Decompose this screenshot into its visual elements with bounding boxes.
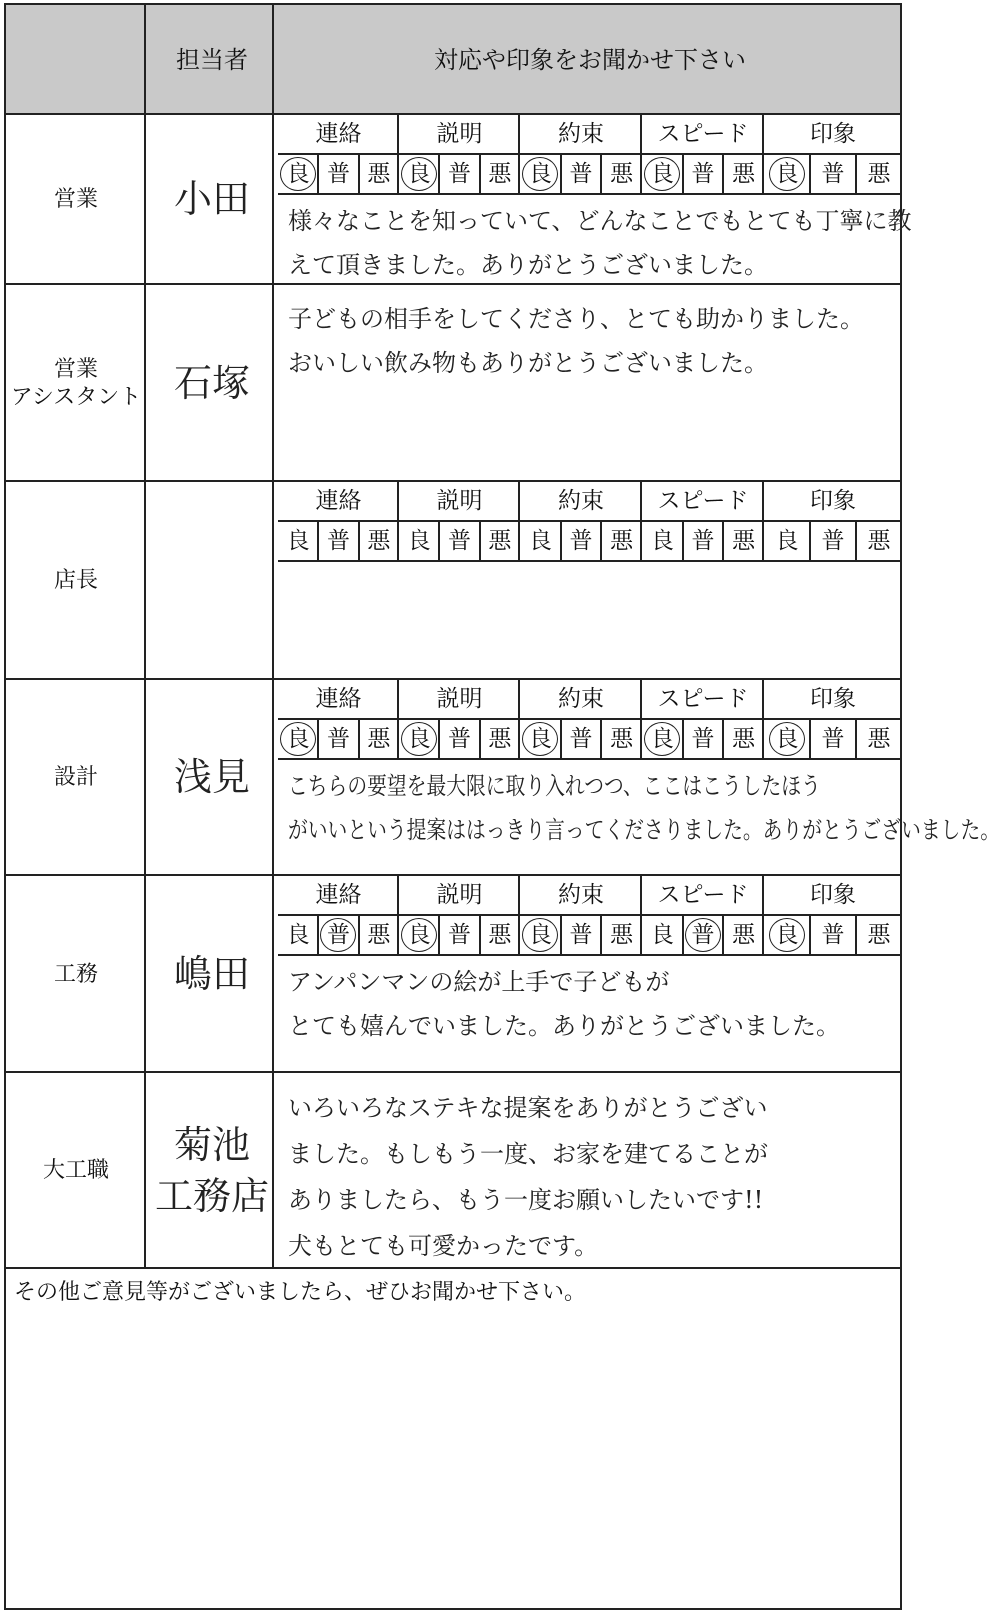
rating-option[interactable]: 良 <box>650 528 674 554</box>
rating-category: 約束 <box>558 882 604 908</box>
rating-option[interactable]: 普 <box>326 161 350 187</box>
rating-cell-divider <box>438 720 440 760</box>
dept-label: 営業 アシスタント <box>10 357 142 410</box>
handwritten-comment: いろいろなステキな提案をありがとうござい ました。もしもう一度、お家を建てることが ありましたら、もう一度お願いしたいです!! 犬もとても可愛かったです。 <box>288 1094 768 1260</box>
rating-category: スピード <box>657 121 749 147</box>
rating-option[interactable]: 悪 <box>732 161 756 187</box>
rating-circle-mark <box>280 722 316 756</box>
rating-option[interactable]: 悪 <box>488 726 512 752</box>
dept-label: 大工職 <box>42 1158 109 1184</box>
rating-cell-divider <box>479 720 481 760</box>
rating-option[interactable]: 普 <box>318 916 358 954</box>
rating-cell-divider <box>358 916 360 956</box>
rating-header-divider <box>278 520 902 522</box>
rating-option[interactable]: 普 <box>447 922 471 948</box>
rating-cell-divider <box>560 522 562 562</box>
rating-option[interactable]: 良 <box>775 528 799 554</box>
rating-cell-divider <box>317 720 319 760</box>
person-name <box>148 1073 276 1269</box>
rating-category: 約束 <box>558 121 604 147</box>
handwritten-comment: アンパンマンの絵が上手で子どもが とても嬉んでいました。ありがとうございました。 <box>288 968 840 1040</box>
rating-bottom-divider <box>278 954 902 956</box>
rating-option[interactable]: 良 <box>642 155 683 193</box>
handwritten-comment: 様々なことを知っていて、どんなことでもとても丁寧に教 えて頂きました。ありがとうございました。 <box>288 207 912 279</box>
dept-label: 営業 <box>53 187 98 213</box>
rating-option[interactable]: 普 <box>821 726 845 752</box>
rating-option[interactable]: 普 <box>821 528 845 554</box>
person-name <box>148 115 276 285</box>
survey-form <box>4 3 1000 1610</box>
rating-category: 連絡 <box>315 882 362 908</box>
rating-option[interactable]: 普 <box>447 161 471 187</box>
person-name <box>148 876 276 1073</box>
rating-circle-mark <box>401 157 437 191</box>
rating-option[interactable]: 普 <box>691 528 715 554</box>
rating-cell-divider <box>855 155 857 195</box>
rating-option[interactable]: 普 <box>447 726 471 752</box>
rating-cell-divider <box>682 522 684 562</box>
rating-category: 連絡 <box>315 686 362 712</box>
rating-option[interactable]: 悪 <box>367 161 391 187</box>
rating-option[interactable]: 悪 <box>367 528 391 554</box>
rating-circle-mark <box>401 918 437 952</box>
footer-comment-label: その他ご意見等がございましたら、ぜひお聞かせ下さい。 <box>14 1280 587 1305</box>
rating-option[interactable]: 良 <box>399 720 439 758</box>
rating-option[interactable]: 普 <box>569 161 593 187</box>
rating-circle-mark <box>320 918 356 952</box>
rating-cell-divider <box>722 155 724 195</box>
rating-cell-divider <box>358 155 360 195</box>
rating-circle-mark <box>522 157 558 191</box>
rating-option[interactable]: 普 <box>447 528 471 554</box>
rating-option[interactable]: 良 <box>399 155 439 193</box>
rating-cell-divider <box>560 720 562 760</box>
person-name-line: 小田 <box>173 177 250 222</box>
dept-label: 工務 <box>53 961 98 987</box>
rating-option[interactable]: 普 <box>326 726 350 752</box>
rating-circle-mark <box>769 157 805 191</box>
rating-option[interactable]: 悪 <box>867 161 891 187</box>
rating-option[interactable]: 普 <box>683 916 724 954</box>
rating-option[interactable]: 悪 <box>488 922 512 948</box>
rating-category: 説明 <box>436 488 483 514</box>
person-name-line: 菊池 <box>173 1122 250 1167</box>
rating-option[interactable]: 良 <box>642 720 683 758</box>
rating-option[interactable]: 悪 <box>488 528 512 554</box>
rating-cell-divider <box>317 522 319 562</box>
person-name-line: 浅見 <box>173 755 250 800</box>
rating-option[interactable]: 悪 <box>867 922 891 948</box>
rating-category: スピード <box>657 686 749 712</box>
rating-header-divider <box>278 153 902 155</box>
rating-option[interactable]: 普 <box>569 528 593 554</box>
rating-circle-mark <box>685 918 721 952</box>
rating-cell-divider <box>479 916 481 956</box>
rating-circle-mark <box>769 918 805 952</box>
rating-option[interactable]: 普 <box>691 726 715 752</box>
rating-category: 印象 <box>810 488 856 514</box>
handwritten-comment: 子どもの相手をしてくださり、とても助かりました。 おいしい飲み物もありがとうございました。 <box>288 305 864 377</box>
rating-option[interactable]: 良 <box>278 155 318 193</box>
rating-circle-mark <box>401 722 437 756</box>
person-name <box>148 482 276 680</box>
rating-cell-divider <box>438 155 440 195</box>
rating-header-divider <box>278 718 902 720</box>
rating-option[interactable]: 良 <box>764 155 810 193</box>
rating-grid <box>278 115 902 195</box>
rating-option[interactable]: 悪 <box>732 922 756 948</box>
dept-label: 店長 <box>53 568 98 594</box>
rating-cell-divider <box>682 916 684 956</box>
rating-category: 印象 <box>810 686 856 712</box>
rating-cell-divider <box>600 155 602 195</box>
rating-category: 説明 <box>436 882 483 908</box>
rating-option[interactable]: 悪 <box>610 726 634 752</box>
rating-option[interactable]: 普 <box>821 922 845 948</box>
rating-bottom-divider <box>278 758 902 760</box>
rating-category: スピード <box>657 882 749 908</box>
rating-cell-divider <box>809 155 811 195</box>
feedback-column-header: 対応や印象をお聞かせ下さい <box>434 46 746 74</box>
rating-option[interactable]: 良 <box>764 720 810 758</box>
rating-cell-divider <box>317 155 319 195</box>
rating-grid <box>278 876 902 956</box>
rating-cell-divider <box>317 916 319 956</box>
rating-cell-divider <box>855 720 857 760</box>
rating-bottom-divider <box>278 560 902 562</box>
person-column-header: 担当者 <box>176 46 248 74</box>
rating-cell-divider <box>682 155 684 195</box>
rating-header-divider <box>278 914 902 916</box>
rating-category: 印象 <box>810 882 856 908</box>
rating-option[interactable]: 良 <box>520 720 561 758</box>
rating-circle-mark <box>522 722 558 756</box>
rating-option[interactable]: 悪 <box>367 726 391 752</box>
rating-circle-mark <box>522 918 558 952</box>
rating-option[interactable]: 良 <box>399 916 439 954</box>
rating-option[interactable]: 良 <box>650 922 674 948</box>
person-name-line: 嶋田 <box>173 951 250 996</box>
rating-category: 約束 <box>558 686 604 712</box>
rating-cell-divider <box>438 522 440 562</box>
rating-cell-divider <box>479 155 481 195</box>
rating-option[interactable]: 悪 <box>867 726 891 752</box>
rating-option[interactable]: 普 <box>326 528 350 554</box>
rating-cell-divider <box>855 522 857 562</box>
rating-category: スピード <box>657 488 749 514</box>
rating-option[interactable]: 良 <box>764 916 810 954</box>
rating-option[interactable]: 良 <box>286 528 310 554</box>
rating-circle-mark <box>280 157 316 191</box>
rating-grid <box>278 680 902 760</box>
rating-cell-divider <box>438 916 440 956</box>
rating-option[interactable]: 悪 <box>488 161 512 187</box>
rating-option[interactable]: 悪 <box>610 161 634 187</box>
rating-cell-divider <box>358 720 360 760</box>
rating-option[interactable]: 良 <box>278 720 318 758</box>
rating-grid <box>278 482 902 562</box>
rating-category: 説明 <box>436 121 483 147</box>
rating-category: 説明 <box>436 686 483 712</box>
rating-option[interactable]: 良 <box>286 922 310 948</box>
rating-option[interactable]: 悪 <box>610 528 634 554</box>
rating-option[interactable]: 悪 <box>732 726 756 752</box>
rating-option[interactable]: 悪 <box>367 922 391 948</box>
rating-option[interactable]: 良 <box>520 916 561 954</box>
person-name-line: 石塚 <box>173 360 250 405</box>
rating-cell-divider <box>809 720 811 760</box>
rating-cell-divider <box>600 916 602 956</box>
dept-label: 設計 <box>53 765 98 791</box>
rating-option[interactable]: 悪 <box>867 528 891 554</box>
person-name-line: 工務店 <box>154 1174 269 1218</box>
handwritten-comment: こちらの要望を最大限に取り入れつつ、ここはこうしたほう がいいという提案ははっきり言ってくださりました。ありがとうございました。 <box>288 772 1000 844</box>
rating-cell-divider <box>855 916 857 956</box>
rating-option[interactable]: 普 <box>569 726 593 752</box>
rating-option[interactable]: 良 <box>407 528 431 554</box>
rating-circle-mark <box>769 722 805 756</box>
rating-category: 連絡 <box>315 488 362 514</box>
rating-option[interactable]: 良 <box>520 155 561 193</box>
rating-option[interactable]: 普 <box>821 161 845 187</box>
rating-cell-divider <box>600 720 602 760</box>
rating-cell-divider <box>358 522 360 562</box>
rating-cell-divider <box>479 522 481 562</box>
rating-cell-divider <box>809 522 811 562</box>
rating-option[interactable]: 普 <box>691 161 715 187</box>
rating-category: 連絡 <box>315 121 362 147</box>
rating-cell-divider <box>722 720 724 760</box>
person-name <box>148 680 276 876</box>
rating-option[interactable]: 良 <box>528 528 552 554</box>
rating-cell-divider <box>722 522 724 562</box>
rating-category: 約束 <box>558 488 604 514</box>
rating-category: 印象 <box>810 121 856 147</box>
rating-option[interactable]: 悪 <box>610 922 634 948</box>
rating-cell-divider <box>682 720 684 760</box>
rating-bottom-divider <box>278 193 902 195</box>
rating-option[interactable]: 普 <box>569 922 593 948</box>
rating-cell-divider <box>809 916 811 956</box>
rating-cell-divider <box>600 522 602 562</box>
rating-circle-mark <box>644 157 680 191</box>
rating-cell-divider <box>722 916 724 956</box>
rating-cell-divider <box>560 916 562 956</box>
rating-cell-divider <box>560 155 562 195</box>
rating-circle-mark <box>644 722 680 756</box>
rating-option[interactable]: 悪 <box>732 528 756 554</box>
person-name <box>148 285 276 482</box>
